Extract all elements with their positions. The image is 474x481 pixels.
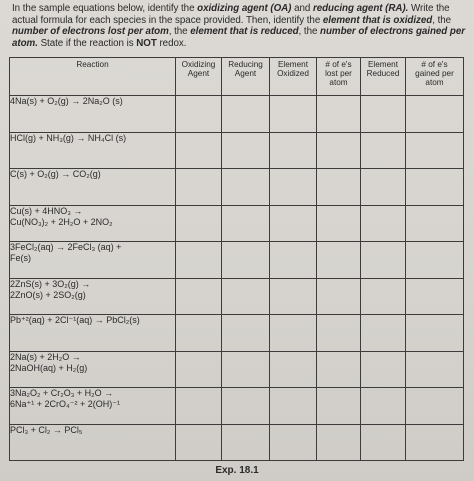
electrons-gained-answer-cell[interactable] [406, 315, 464, 352]
instructions-part: State if the reaction is [37, 37, 137, 49]
reducing-agent-header: Reducing Agent [222, 58, 270, 96]
element-reduced-answer-cell[interactable] [361, 242, 406, 279]
instructions-part: In the sample equations below, identify the [12, 3, 198, 14]
reducing-agent-term: reducing agent (RA). [312, 3, 409, 14]
reducing-agent-answer-cell[interactable] [222, 169, 270, 206]
element-oxidized-answer-cell[interactable] [270, 242, 317, 279]
electrons-lost-header: # of e's lost per atom [317, 58, 361, 96]
table-row [10, 388, 464, 425]
experiment-label: Exp. 18.1 [215, 465, 259, 476]
reducing-agent-answer-cell[interactable] [222, 315, 270, 352]
reaction-equation-line: Fe(s) [10, 253, 31, 263]
instructions-part: redox. [156, 37, 187, 49]
instructions-part: and [291, 3, 313, 14]
instructions-part: Write the actual formula for each species in the space provided. Then, identify the [12, 3, 450, 26]
reaction-rows [10, 96, 464, 461]
reaction-equation-line: Pb⁺²(aq) + 2Cl⁻¹(aq) → PbCl₂(s) [10, 315, 140, 325]
reaction-cell [10, 169, 176, 206]
element-oxidized-answer-cell[interactable] [270, 169, 317, 206]
element-reduced-answer-cell[interactable] [361, 96, 406, 133]
element-oxidized-header: Element Oxidized [270, 58, 317, 96]
reducing-agent-answer-cell[interactable] [222, 242, 270, 279]
instructions-part: , the [432, 14, 452, 26]
reaction-cell [10, 424, 176, 461]
reducing-agent-answer-cell[interactable] [222, 132, 270, 169]
table-row [10, 278, 464, 315]
electrons-lost-answer-cell[interactable] [317, 96, 361, 133]
electrons-lost-answer-cell[interactable] [317, 278, 361, 315]
redox-table [9, 57, 464, 461]
table-row [10, 205, 464, 242]
element-oxidized-answer-cell[interactable] [270, 96, 317, 133]
reaction-equation-line: 2Na(s) + 2H₂O → [10, 351, 81, 362]
electrons-lost-term: number of electrons lost per atom [12, 26, 169, 38]
table-row [10, 424, 464, 461]
element-reduced-answer-cell[interactable] [361, 315, 406, 352]
table-row [10, 351, 464, 388]
reaction-equation-line: 4Na(s) + O₂(g) → 2Na₂O (s) [10, 96, 123, 106]
reaction-cell [10, 205, 176, 242]
reducing-agent-answer-cell[interactable] [222, 205, 270, 242]
reaction-header: Reaction [10, 58, 176, 96]
element-oxidized-answer-cell[interactable] [270, 424, 317, 461]
element-reduced-answer-cell[interactable] [361, 351, 406, 388]
reaction-cell [10, 315, 176, 352]
element-reduced-answer-cell[interactable] [361, 278, 406, 315]
instructions-text [12, 3, 467, 49]
reaction-equation-line: 3Na₂O₂ + Cr₂O₃ + H₂O → [10, 388, 114, 398]
electrons-gained-answer-cell[interactable] [406, 169, 464, 206]
electrons-gained-term: number of electrons gained per atom. [12, 26, 465, 49]
not-term: NOT [136, 37, 157, 49]
oxidizing-agent-answer-cell[interactable] [176, 205, 222, 242]
reducing-agent-answer-cell[interactable] [222, 278, 270, 315]
element-reduced-answer-cell[interactable] [361, 424, 406, 461]
oxidizing-agent-term: oxidizing agent (OA) [197, 3, 292, 14]
reaction-equation-line: 2ZnO(s) + 2SO₂(g) [10, 289, 86, 300]
reducing-agent-answer-cell[interactable] [222, 351, 270, 388]
instructions-part: , the [168, 26, 191, 38]
reaction-equation-line: 3FeCl₂(aq) → 2FeCl₃ (aq) + [10, 242, 122, 252]
electrons-lost-answer-cell[interactable] [317, 169, 361, 206]
element-oxidized-answer-cell[interactable] [270, 205, 317, 242]
element-reduced-answer-cell[interactable] [361, 388, 406, 425]
header-row [10, 58, 464, 96]
element-reduced-answer-cell[interactable] [361, 169, 406, 206]
table-row [10, 315, 464, 352]
electrons-gained-answer-cell[interactable] [406, 132, 464, 169]
element-oxidized-answer-cell[interactable] [270, 351, 317, 388]
oxidizing-agent-answer-cell[interactable] [176, 388, 222, 425]
reaction-equation-line: PCl₃ + Cl₂ → PCl₅ [10, 424, 83, 435]
electrons-lost-answer-cell[interactable] [317, 315, 361, 352]
element-reduced-answer-cell[interactable] [361, 205, 406, 242]
reducing-agent-answer-cell[interactable] [222, 96, 270, 133]
electrons-gained-answer-cell[interactable] [406, 351, 464, 388]
reaction-cell [10, 242, 176, 279]
table-row [10, 169, 464, 206]
electrons-lost-answer-cell[interactable] [317, 132, 361, 169]
electrons-gained-answer-cell[interactable] [406, 205, 464, 242]
oxidizing-agent-answer-cell[interactable] [176, 351, 222, 388]
reducing-agent-answer-cell[interactable] [222, 424, 270, 461]
electrons-gained-answer-cell[interactable] [406, 424, 464, 461]
element-oxidized-term: element that is oxidized [322, 14, 433, 26]
table-row [10, 132, 464, 169]
reaction-cell [10, 388, 176, 425]
element-reduced-term: element that is reduced [190, 26, 299, 38]
oxidizing-agent-answer-cell[interactable] [176, 96, 222, 133]
electrons-lost-answer-cell[interactable] [317, 242, 361, 279]
reaction-equation-line: 6Na⁺¹ + 2CrO₄⁻² + 2(OH)⁻¹ [10, 399, 120, 409]
electrons-gained-answer-cell[interactable] [406, 278, 464, 315]
electrons-lost-answer-cell[interactable] [317, 424, 361, 461]
oxidizing-agent-answer-cell[interactable] [176, 169, 222, 206]
electrons-gained-answer-cell[interactable] [406, 388, 464, 425]
reaction-equation-line: HCl(g) + NH₃(g) → NH₄Cl (s) [10, 132, 127, 143]
element-oxidized-answer-cell[interactable] [270, 315, 317, 352]
reaction-equation-line: 2ZnS(s) + 3O₂(g) → [10, 278, 91, 289]
element-oxidized-answer-cell[interactable] [270, 388, 317, 425]
instructions-part: , the [298, 26, 321, 38]
electrons-lost-answer-cell[interactable] [317, 351, 361, 388]
reaction-cell [10, 351, 176, 388]
reaction-equation-line: Cu(s) + 4HNO₃ → [10, 205, 83, 216]
element-reduced-answer-cell[interactable] [361, 132, 406, 169]
reaction-cell [10, 278, 176, 315]
electrons-lost-answer-cell[interactable] [317, 388, 361, 425]
reaction-equation-line: C(s) + O₂(g) → CO₂(g) [10, 169, 101, 179]
electrons-lost-answer-cell[interactable] [317, 205, 361, 242]
electrons-gained-header: # of e's gained per atom [406, 58, 464, 96]
table-row [10, 242, 464, 279]
oxidizing-agent-answer-cell[interactable] [176, 424, 222, 461]
element-oxidized-answer-cell[interactable] [270, 278, 317, 315]
element-oxidized-answer-cell[interactable] [270, 132, 317, 169]
element-reduced-header: Element Reduced [361, 58, 406, 96]
reaction-equation-line: Cu(NO₃)₂ + 2H₂O + 2NO₂ [10, 216, 113, 227]
table-row [10, 96, 464, 133]
electrons-gained-answer-cell[interactable] [406, 96, 464, 133]
oxidizing-agent-answer-cell[interactable] [176, 242, 222, 279]
oxidizing-agent-answer-cell[interactable] [176, 315, 222, 352]
electrons-gained-answer-cell[interactable] [406, 242, 464, 279]
reducing-agent-answer-cell[interactable] [222, 388, 270, 425]
reaction-cell [10, 132, 176, 169]
oxidizing-agent-header: Oxidizing Agent [176, 58, 222, 96]
reaction-equation-line: 2NaOH(aq) + H₂(g) [10, 362, 88, 373]
oxidizing-agent-answer-cell[interactable] [176, 132, 222, 169]
reaction-cell [10, 96, 176, 133]
oxidizing-agent-answer-cell[interactable] [176, 278, 222, 315]
